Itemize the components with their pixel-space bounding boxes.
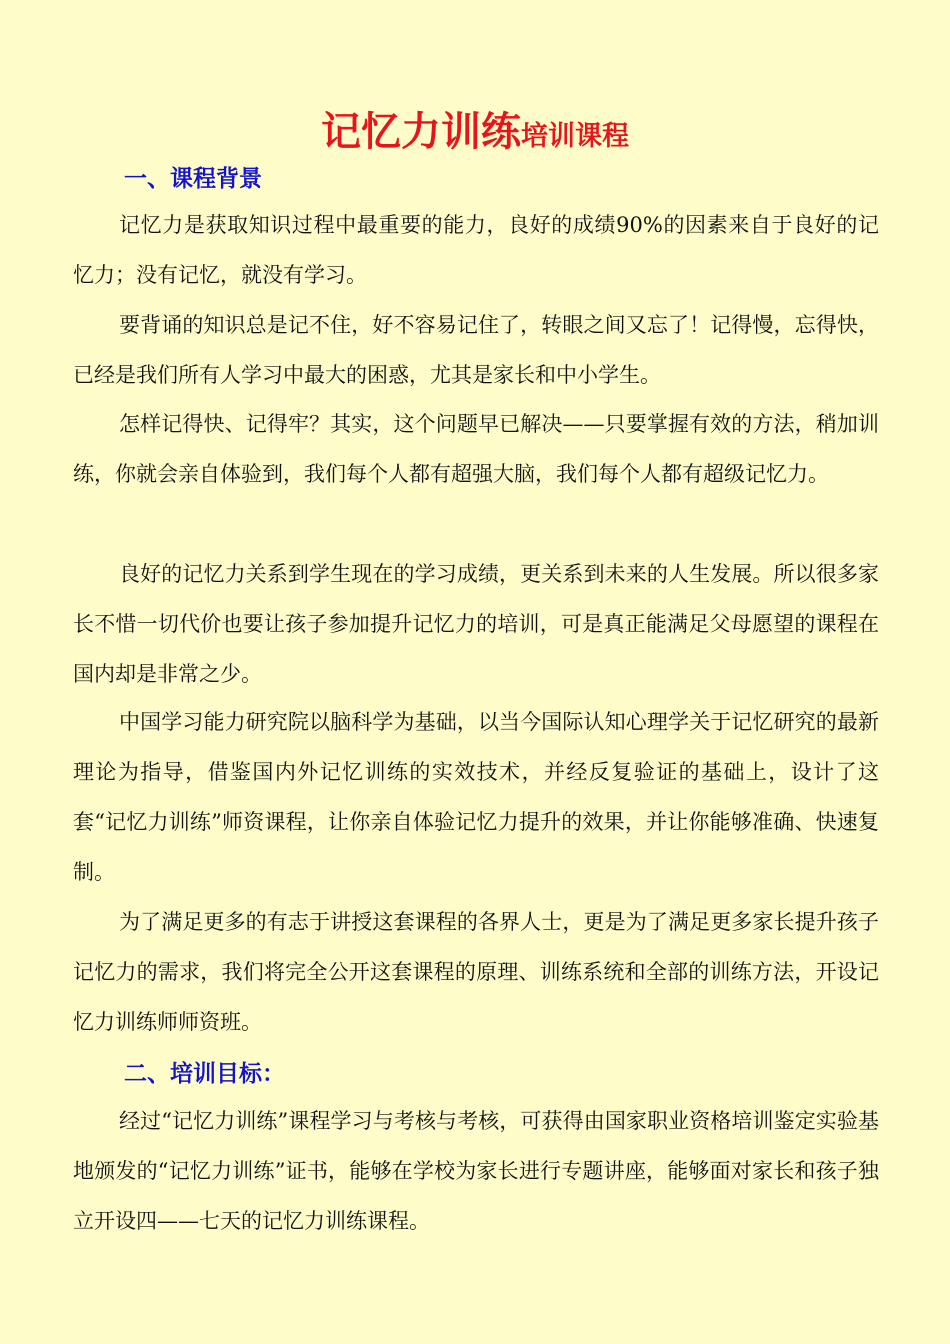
paragraph-6: 为了满足更多的有志于讲授这套课程的各界人士，更是为了满足更多家长提升孩子记忆力的需求，我们将完全公开这套课程的原理、训练系统和全部的训练方法，开设记忆力训练师师资班。 <box>73 910 879 1034</box>
paragraph-4: 良好的记忆力关系到学生现在的学习成绩，更关系到未来的人生发展。所以很多家长不惜一切代价也要让孩子参加提升记忆力的培训，可是真正能满足父母愿望的课程在国内却是非常之少。 <box>73 562 879 686</box>
section-heading-background: 一、课程背景 <box>124 165 262 192</box>
title-sub: 培训课程 <box>521 121 629 152</box>
paragraph-2: 要背诵的知识总是记不住，好不容易记住了，转眼之间又忘了！记得慢，忘得快，已经是我们所有人学习中最大的困惑，尤其是家长和中小学生。 <box>73 313 879 387</box>
paragraph-7: 经过“记忆力训练”课程学习与考核与考核，可获得由国家职业资格培训鉴定实验基地颁发的“记忆力训练”证书，能够在学校为家长进行专题讲座，能够面对家长和孩子独立开设四——七天的记忆力训练课程。 <box>73 1109 879 1233</box>
paragraph-3: 怎样记得快、记得牢？其实，这个问题早已解决——只要掌握有效的方法，稍加训练，你就会亲自体验到，我们每个人都有超强大脑，我们每个人都有超级记忆力。 <box>73 412 879 486</box>
document-title <box>0 100 950 157</box>
section-heading-goals: 二、培训目标： <box>124 1060 285 1087</box>
title-main: 记忆力训练 <box>321 108 521 155</box>
paragraph-1: 记忆力是获取知识过程中最重要的能力，良好的成绩90%的因素来自于良好的记忆力；没有记忆，就没有学习。 <box>73 213 879 287</box>
paragraph-5: 中国学习能力研究院以脑科学为基础，以当今国际认知心理学关于记忆研究的最新理论为指导，借鉴国内外记忆训练的实效技术，并经反复验证的基础上，设计了这套“记忆力训练”师资课程，让你亲自体验记忆力提升的效果，并让你能够准确、快速复制。 <box>73 710 879 884</box>
